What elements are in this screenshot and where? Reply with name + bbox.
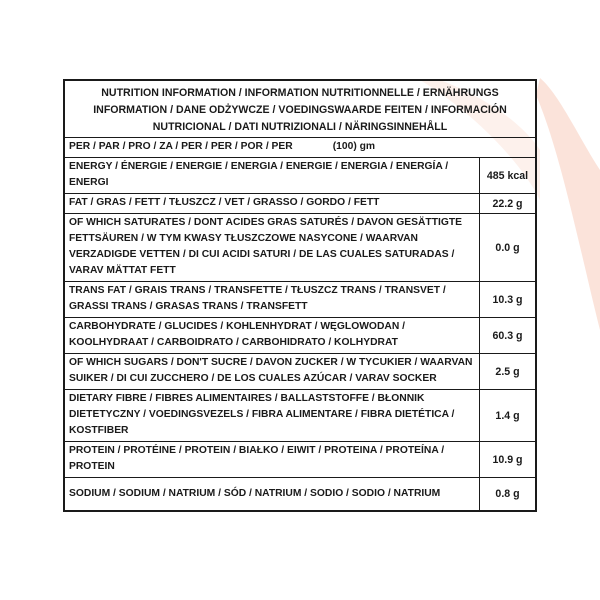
nutrient-row-saturates [65, 214, 535, 282]
nutrient-row-trans-fat [65, 282, 535, 318]
nutrient-row-protein [65, 442, 535, 478]
nutrient-value: 1.4 g [495, 409, 520, 422]
nutrition-label [63, 79, 537, 512]
nutrient-name: TRANS FAT / GRAIS TRANS / TRANSFETTE / TŁUSZCZ TRANS / TRANSVET / GRASSI TRANS / GRASAS TRANS / TRANSFETT [65, 282, 480, 317]
nutrient-value: 0.0 g [495, 241, 520, 254]
label-header [65, 81, 535, 138]
serving-basis-row [65, 138, 535, 158]
nutrient-value: 2.5 g [495, 365, 520, 378]
nutrient-row-energy [65, 158, 535, 194]
nutrient-row-carbohydrate [65, 318, 535, 354]
nutrient-value: 10.9 g [492, 453, 523, 466]
nutrient-value: 60.3 g [492, 329, 523, 342]
nutrient-row-fibre [65, 390, 535, 442]
nutrient-name: DIETARY FIBRE / FIBRES ALIMENTAIRES / BALLASTSTOFFE / BŁONNIK DIETETYCZNY / VOEDINGSVEZELS / FIBRA ALIMENTARE / FIBRA DIETÉTICA / KOSTFIBER [65, 390, 480, 441]
nutrient-value: 0.8 g [495, 488, 520, 500]
nutrient-value: 22.2 g [492, 197, 523, 210]
header-line-1: NUTRITION INFORMATION / INFORMATION NUTRITIONNELLE / ERNÄHRUNGS [101, 87, 499, 99]
serving-basis-label: PER / PAR / PRO / ZA / PER / PER / POR / PER [69, 141, 293, 152]
nutrient-value: 10.3 g [492, 293, 523, 306]
nutrient-name: PROTEIN / PROTÉINE / PROTEIN / BIAŁKO / EIWIT / PROTEINA / PROTEÍNA / PROTEIN [65, 442, 480, 477]
nutrient-name: ENERGY / ÉNERGIE / ENERGIE / ENERGIA / ENERGIE / ENERGIA / ENERGÍA / ENERGI [65, 158, 480, 193]
header-line-3: NUTRICIONAL / DATI NUTRIZIONALI / NÄRINGSINNEHÅLL [152, 121, 448, 133]
nutrient-row-sugars [65, 354, 535, 390]
nutrient-name: OF WHICH SATURATES / DONT ACIDES GRAS SATURÉS / DAVON GESÄTTIGTE FETTSÄUREN / W TYM KWASY TŁUSZCZOWE NASYCONE / WAARVAN VERZADIGDE VETTEN / DI CUI ACIDI SATURI / DE LAS CUALES SATURADAS / VARAV MÄTTAT FETT [65, 214, 480, 281]
nutrient-name: CARBOHYDRATE / GLUCIDES / KOHLENHYDRAT / WĘGLOWODAN / KOOLHYDRAAT / CARBOIDRATO / CARBOHIDRATO / KOLHYDRAT [65, 318, 480, 353]
nutrient-value: 485 kcal [486, 169, 529, 182]
nutrient-row-sodium [65, 478, 535, 510]
nutrient-name: SODIUM / SODIUM / NATRIUM / SÓD / NATRIUM / SODIO / SODIO / NATRIUM [65, 478, 480, 510]
serving-basis-value: (100) gm [332, 141, 376, 152]
header-line-2: INFORMATION / DANE ODŻYWCZE / VOEDINGSWAARDE FEITEN / INFORMACIÓN [93, 104, 507, 116]
nutrient-name: OF WHICH SUGARS / DON'T SUCRE / DAVON ZUCKER / W TYCUKIER / WAARVAN SUIKER / DI CUI ZUCCHERO / DE LOS CUALES AZÚCAR / VARAV SOCKER [65, 354, 480, 389]
nutrient-row-fat [65, 194, 535, 214]
nutrient-name: FAT / GRAS / FETT / TŁUSZCZ / VET / GRASSO / GORDO / FETT [65, 194, 480, 213]
